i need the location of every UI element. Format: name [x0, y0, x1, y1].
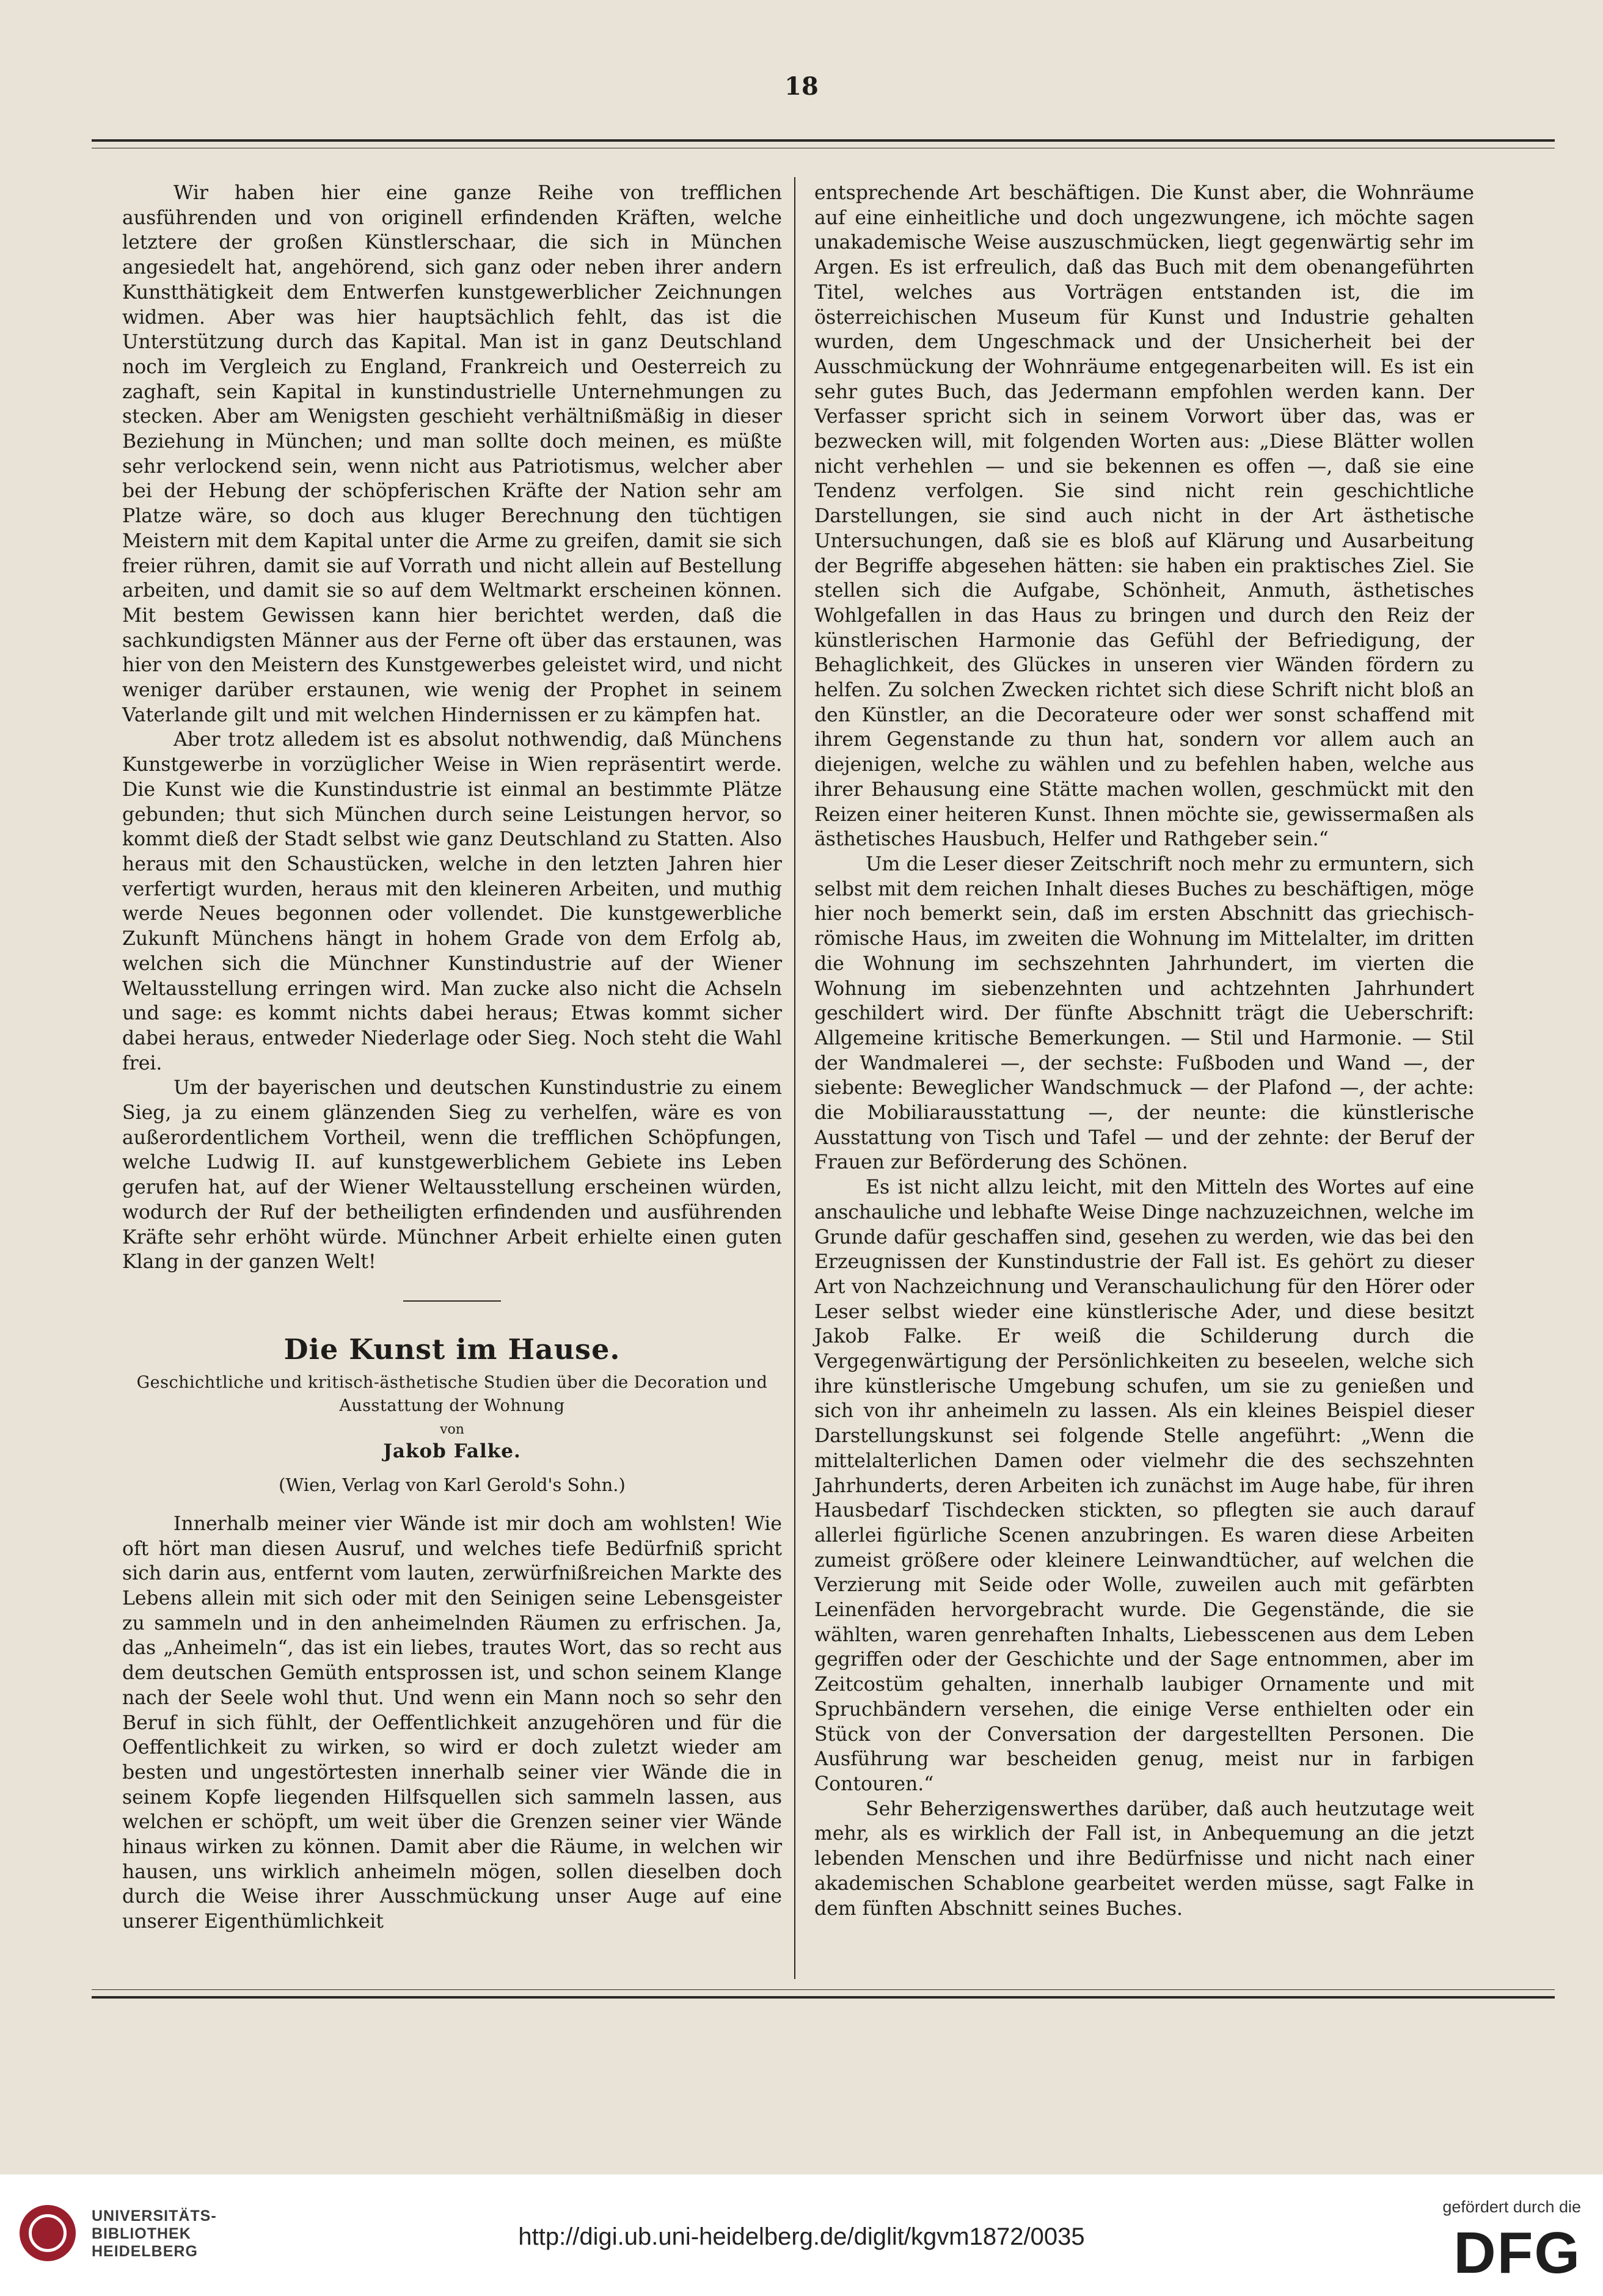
paragraph: Es ist nicht allzu leicht, mit den Mitteln des Wortes auf eine anschauliche und lebhafte Weise Dinge nachzuzeichnen, welche im Grunde dafür geschaffen sind, gesehen zu werden, wie das bei den Erzeugnissen der Kunstindustrie der Fall ist. Es gehört zu dieser Art von Nachzeichnung und Veranschaulichung für den Hörer oder Leser selbst wieder eine künstlerische Ader, und diese besitzt Jakob Falke. Er weiß die Schilderung durch die Vergegenwärtigung der Persönlichkeiten zu beseelen, welche sich ihre künstlerische Umgebung schufen, um sie zu genießen und sich von ihr anheimeln zu lassen. Als ein kleines Beispiel dieser Darstellungskunst sei folgende Stelle angeführt: „Wenn die mittelalterlichen Damen oder vielmehr die des sechszehnten Jahrhunderts, deren Arbeiten ich zunächst im Auge habe, für ihren Hausbedarf Tischdecken stickten, so pflegten sie auch darauf allerlei figürliche Scenen anzubringen. Es waren diese Arbeiten zumeist größere oder kleinere Leinwandtücher, auf welchen die Verzierung mit Seide oder Wolle, zuweilen auch mit gefärbten Leinenfäden hervorgebracht wurde. Die Gegenstände, die sie wählten, waren genrehaften Inhalts, Liebesscenen aus dem Leben gegriffen oder der Geschichte und der Sage entnommen, aber im Zeitcostüm gehalten, innerhalb laubiger Ornamente und mit Spruchbändern versehen, die einige Verse enthielten oder ein Stück von der Conversation der dargestellten Personen. Die Ausführung war bescheiden genug, meist nur in farbigen Contouren.“ [814, 1176, 1474, 1795]
funding-notice [1398, 2198, 1581, 2284]
page-number: 18 [784, 72, 819, 101]
dfg-logo[interactable]: DFG [1453, 2220, 1581, 2286]
paragraph: Innerhalb meiner vier Wände ist mir doch am wohlsten! Wie oft hört man diesen Ausruf, und welches tiefe Bedürfniß spricht sich darin aus, entfernt vom lauten, zerwürfnißreichen Markte des Lebens allein mit sich oder mit den Seinigen seine Lebensgeister zu sammeln und in den anheimelnden Räumen zu erfrischen. Ja, das „Anheimeln“, das ist ein liebes, trautes Wort, das so recht aus dem deutschen Gemüth entsprossen ist, und schon seinem Klange nach der Seele wohl thut. Und wenn ein Mann noch so sehr den Beruf in sich fühlt, der Oeffentlichkeit anzugehören und für die Oeffentlichkeit zu wirken, so wird er doch zuletzt wieder am besten und ungestörtesten innerhalb seiner vier Wände die in seinem Kopfe liegenden Hilfsquellen sich sammeln lassen, aus welchen er schöpft, um weit über die Grenzen seiner vier Wände hinaus wirken zu können. Damit aber die Räume, in welchen wir hausen, uns wirklich anheimeln mögen, sollen dieselben doch durch die Weise ihrer Ausschmückung unser Auge auf eine unserer Eigenthümlichkeit [122, 1512, 782, 1933]
paragraph: entsprechende Art beschäftigen. Die Kunst aber, die Wohnräume auf eine einheitliche und doch ungezwungene, ich möchte sagen unakademische Weise auszuschmücken, liegt gegenwärtig sehr im Argen. Es ist erfreulich, daß das Buch mit dem obenangeführten Titel, welches aus Vorträgen entstanden ist, die im österreichischen Museum für Kunst und Industrie gehalten wurden, dem Ungeschmack und der Unsicherheit bei der Ausschmückung der Wohnräume entgegenarbeiten will. Es ist ein sehr gutes Buch, das Jedermann empfohlen werden kann. Der Verfasser spricht sich in seinem Vorwort über das, was er bezwecken will, mit folgenden Worten aus: „Diese Blätter wollen nicht verhehlen — und sie bekennen es offen —, daß sie eine Tendenz verfolgen. Sie sind nicht rein geschichtliche Darstellungen, sie sind auch nicht in der Art ästhetische Untersuchungen, daß sie es bloß auf Klärung und Ausarbeitung der Begriffe abgesehen hätten: sie haben ein praktisches Ziel. Sie stellen sich die Aufgabe, Schönheit, Anmuth, ästhetisches Wohlgefallen in das Haus zu bringen und durch den Reiz der künstlerischen Harmonie das Gefühl der Befriedigung, der Behaglichkeit, des Glückes in unseren vier Wänden fördern zu helfen. Zu solchen Zwecken richtet sich diese Schrift nicht bloß an den Künstler, an die Decorateure oder wer sonst schaffend mit ihrem Gegenstande zu thun hat, sondern vor allem auch an diejenigen, welche zu wählen und zu befehlen haben, welche aus ihrer Behausung eine Stätte machen wollen, geschmückt mit den Reizen einer heiteren Kunst. Ihnen möchte sie, gewissermaßen als ästhetisches Hausbuch, Helfer und Rathgeber sein.“ [814, 182, 1474, 851]
section-separator [403, 1300, 501, 1302]
article-title: Die Kunst im Hause. [283, 1332, 621, 1366]
article-von: von [440, 1421, 464, 1437]
article-author: Jakob Falke. [383, 1440, 521, 1462]
paragraph: Aber trotz alledem ist es absolut nothwendig, daß Münchens Kunstgewerbe in vorzüglicher Weise in Wien repräsentirt werde. Die Kunst wie die Kunstindustrie ist einmal an bestimmte Plätze gebunden; thut sich München durch seine Leistungen hervor, so kommt dieß der Stadt selbst wie ganz Deutschland zu Statten. Also heraus mit den Schaustücken, welche in den letzten Jahren hier verfertigt wurden, heraus mit den kleineren Arbeiten, und muthig werde Neues begonnen oder vollendet. Die kunstgewerbliche Zukunft Münchens hängt in hohem Grade von dem Erfolg ab, welchen sich die Münchner Kunstindustrie auf der Wiener Weltausstellung erringen wird. Man zucke also nicht die Achseln und sage: es kommt nichts dabei heraus; Etwas kommt sicher dabei heraus, entweder Niederlage oder Sieg. Noch steht die Wahl frei. [122, 729, 782, 1074]
column-divider [794, 177, 795, 1979]
paragraph: Um die Leser dieser Zeitschrift noch mehr zu ermuntern, sich selbst mit dem reichen Inhalt dieses Buches zu beschäftigen, möge hier noch bemerkt sein, daß im ersten Abschnitt das griechisch-römische Haus, im zweiten die Wohnung im Mittelalter, im dritten die Wohnung im sechszehnten Jahrhundert, im vierten die Wohnung im siebenzehnten und achtzehnten Jahrhundert geschildert wird. Der fünfte Abschnitt trägt die Ueberschrift: Allgemeine kritische Bemerkungen. — Stil und Harmonie. — Stil der Wandmalerei —, der sechste: Fußboden und Wand —, der siebente: Beweglicher Wandschmuck — der Plafond —, der achte: die Mobiliarausstattung —, der neunte: die künstlerische Ausstattung von Tisch und Tafel — und der zehnte: der Beruf der Frauen zur Beförderung des Schönen. [814, 853, 1474, 1174]
digitization-footer [0, 2174, 1603, 2296]
library-logo-text: UNIVERSITÄTS- BIBLIOTHEK HEIDELBERG [92, 2207, 217, 2260]
paragraph: Sehr Beherzigenswerthes darüber, daß auch heutzutage weit mehr, als es wirklich der Fall ist, in Anbequemung an die jetzt lebenden Menschen und ihre Bedürfnisse und nicht nach einer akademischen Schablone gearbeitet werden müsse, sagt Falke in dem fünften Abschnitt seines Buches. [814, 1798, 1474, 1920]
funding-label: gefördert durch die [1442, 2198, 1581, 2216]
right-column [814, 181, 1474, 1921]
permalink-url[interactable]: http://digi.ub.uni-heidelberg.de/diglit/kgvm1872/0035 [518, 2223, 1085, 2250]
footer-rule-thick [92, 1996, 1555, 1999]
left-column [122, 181, 782, 1934]
footer-rule-thin [92, 1989, 1555, 1990]
article-subtitle: Geschichtliche und kritisch-ästhetische Studien über die Decoration und Ausstattung der Wohnung [136, 1372, 768, 1415]
article-publisher: (Wien, Verlag von Karl Gerold's Sohn.) [279, 1474, 626, 1495]
paragraph: Um der bayerischen und deutschen Kunstindustrie zu einem Sieg, ja zu einem glänzenden Sieg zu verhelfen, wäre es von außerordentlichem Vortheil, wenn die trefflichen Schöpfungen, welche Ludwig II. auf kunstgewerblichem Gebiete ins Leben gerufen hat, auf der Wiener Weltausstellung erscheinen würden, wodurch der Ruf der betheiligten erfindenden und ausführenden Kräfte sehr erhöht würde. Münchner Arbeit erhielte einen guten Klang in der ganzen Welt! [122, 1077, 782, 1274]
header-rule-thick [92, 139, 1555, 142]
paragraph: Wir haben hier eine ganze Reihe von trefflichen ausführenden und von originell erfindenden Kräften, welche letztere der großen Künstlerschaar, die sich in München angesiedelt hat, angehörend, sich ganz oder neben ihrer andern Kunstthätigkeit dem Entwerfen kunstgewerblicher Zeichnungen widmen. Aber was hier hauptsächlich fehlt, das ist die Unterstützung durch das Kapital. Man ist in ganz Deutschland noch im Vergleich zu England, Frankreich und Oesterreich zu zaghaft, sein Kapital in kunstindustrielle Unternehmungen zu stecken. Aber am Wenigsten geschieht verhältnißmäßig in dieser Beziehung in München; und man sollte doch meinen, es müßte sehr verlockend sein, wenn nicht aus Patriotismus, welcher aber bei der Hebung der schöpferischen Kräfte der Nation sehr am Platze wäre, so doch aus kluger Berechnung den tüchtigen Meistern mit dem Kapital unter die Arme zu greifen, damit sie sich freier rühren, damit sie auf Vorrath und nicht allein auf Bestellung arbeiten, und damit sie so auf dem Weltmarkt erscheinen können. Mit bestem Gewissen kann hier berichtet werden, daß die sachkundigsten Männer aus der Ferne oft über das erstaunen, was hier von den Meistern des Kunstgewerbes geleistet wird, und nicht weniger darüber erstaunen, wie wenig der Prophet in seinem Vaterlande gilt und mit welchen Hindernissen er zu kämpfen hat. [122, 182, 782, 726]
